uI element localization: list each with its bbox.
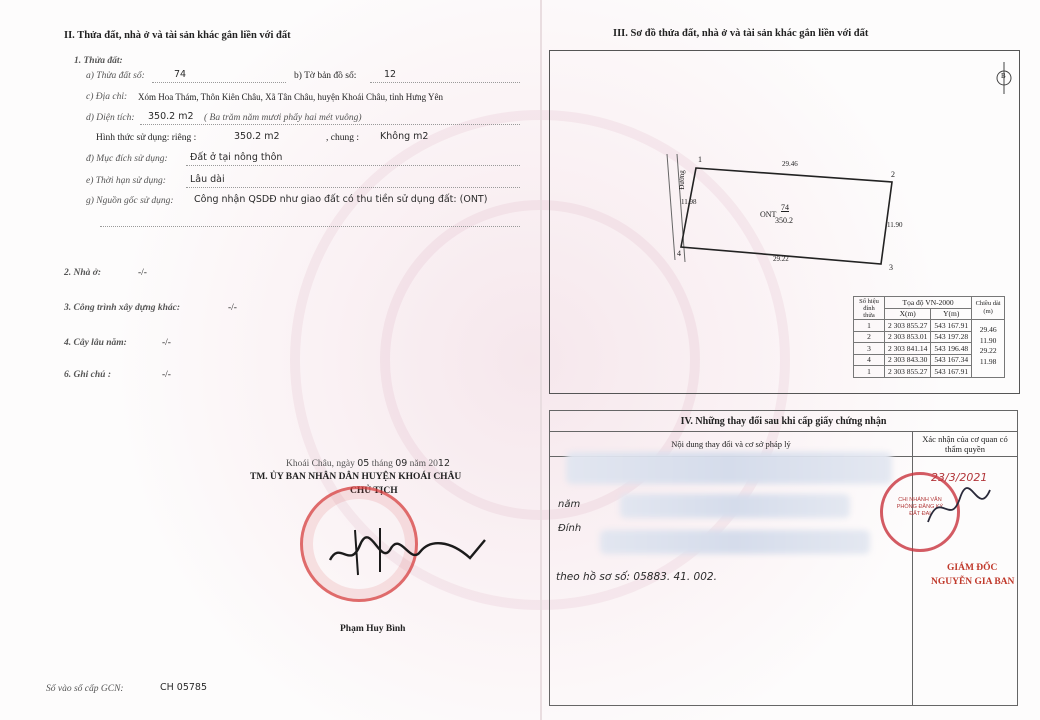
other-works-value: -/- (228, 303, 237, 313)
coord-y: 543 196.48 (931, 343, 972, 355)
coord-header-x: X(m) (885, 308, 931, 320)
address-label: c) Địa chỉ: (86, 92, 128, 102)
date-year-label: năm 20 (409, 459, 438, 469)
redacted-area (600, 530, 870, 554)
coord-header-y: Y(m) (931, 308, 972, 320)
section4-title: IV. Những thay đổi sau khi cấp giấy chứng nhận (550, 411, 1018, 432)
origin-value: Công nhận QSDĐ như giao đất có thu tiền sử dụng đất: (ONT) (194, 194, 488, 205)
chairman-title: CHỦ TỊCH (350, 486, 398, 496)
dotted-line (186, 187, 520, 188)
coord-point: 4 (854, 354, 885, 366)
dotted-line (100, 226, 520, 227)
address-value: Xóm Hoa Thám, Thôn Kiên Châu, Xã Tân Châu, huyện Khoái Châu, tỉnh Hưng Yên (138, 92, 443, 102)
notes-value: -/- (162, 370, 171, 380)
usage-shared-value: Không m2 (380, 131, 429, 142)
coord-point: 3 (854, 343, 885, 355)
chairman-signature (320, 520, 490, 580)
redacted-area (566, 452, 892, 484)
length-value: 29.46 (979, 325, 997, 334)
coord-y: 543 167.91 (931, 366, 972, 378)
origin-label: g) Nguồn gốc sử dụng: (86, 196, 174, 206)
handwritten-line-1: năm (558, 499, 581, 510)
coord-header-vn2000: Tọa độ VN-2000 (885, 297, 972, 309)
changes-col-confirm: Xác nhận của cơ quan có thẩm quyền (913, 432, 1018, 457)
date-year: 12 (437, 458, 450, 469)
perennial-trees-label: 4. Cây lâu năm: (64, 338, 127, 348)
handwritten-line-3: theo hồ sơ số: 05883. 41. 002. (556, 571, 717, 583)
dotted-line (152, 82, 286, 83)
notes-label: 6. Ghi chú : (64, 370, 111, 380)
edge-length-left: 11.98 (681, 198, 697, 206)
house-label: 2. Nhà ở: (64, 268, 102, 278)
issue-date (286, 458, 450, 469)
coord-point: 1 (854, 320, 885, 332)
page-fold (540, 0, 542, 720)
changes-col-content: Nội dung thay đổi và cơ sở pháp lý (550, 432, 913, 457)
issuing-authority: TM. ỦY BAN NHÂN DÂN HUYỆN KHOÁI CHÂU (250, 472, 462, 482)
coord-x: 2 303 843.30 (885, 354, 931, 366)
date-prefix: Khoái Châu, ngày (286, 459, 355, 469)
map-sheet-value: 12 (384, 69, 397, 80)
registry-value: CH 05785 (160, 682, 208, 693)
term-value: Lâu dài (190, 174, 225, 185)
usage-form-label: Hình thức sử dụng: riêng : (96, 133, 197, 143)
area-value: 350.2 m2 (148, 111, 194, 122)
date-day: 05 (357, 458, 370, 469)
point-2: 2 (891, 170, 895, 179)
coord-x: 2 303 841.14 (885, 343, 931, 355)
coord-x: 2 303 855.27 (885, 366, 931, 378)
chairman-name: Phạm Huy Bình (340, 624, 406, 634)
north-mark: B (1001, 72, 1006, 80)
length-value: 11.90 (979, 335, 997, 345)
length-value: 29.22 (979, 346, 997, 355)
map-sheet-label: b) Tờ bản đồ số: (294, 71, 357, 81)
dotted-line (370, 82, 520, 83)
director-name: NGUYỄN GIA BAN (931, 577, 1015, 587)
coord-header-length: Chiều dài (m) (972, 297, 1005, 320)
edge-length-top: 29.46 (782, 160, 798, 168)
term-label: e) Thời hạn sử dụng: (86, 176, 166, 186)
coord-point: 1 (854, 366, 885, 378)
section2-title: II. Thửa đất, nhà ở và tài sản khác gắn liền với đất (64, 30, 291, 41)
lot-number-label: a) Thửa đất số: (86, 71, 145, 81)
edge-length-bottom: 29.22 (773, 255, 789, 263)
coord-x: 2 303 853.01 (885, 331, 931, 343)
director-signature (920, 478, 1000, 538)
usage-private-value: 350.2 m2 (234, 131, 280, 142)
dotted-line (186, 165, 520, 166)
perennial-trees-value: -/- (162, 338, 171, 348)
handwritten-date: 23/3/2021 (931, 471, 988, 484)
registry-label: Số vào sổ cấp GCN: (46, 684, 124, 694)
road-line (667, 154, 675, 260)
redacted-area (620, 494, 850, 518)
area-in-words: ( Ba trăm năm mươi phẩy hai mét vuông) (204, 113, 362, 123)
length-value: 11.98 (979, 356, 997, 366)
parcel-area: 350.2 (775, 216, 793, 225)
thua-dat-heading: 1. Thửa đất: (74, 56, 123, 66)
point-1: 1 (698, 155, 702, 164)
seal-text: CHI NHÁNH VĂN PHÒNG ĐĂNG KÝ ĐẤT ĐAI (896, 497, 944, 517)
coord-x: 2 303 855.27 (885, 320, 931, 332)
other-works-label: 3. Công trình xây dựng khác: (64, 303, 181, 313)
lot-number-value: 74 (174, 69, 187, 80)
point-3: 3 (889, 263, 893, 272)
coordinate-table (853, 296, 1005, 378)
parcel-code: ONT (760, 210, 777, 219)
road-label: Đường (677, 170, 686, 190)
area-label: d) Diện tích: (86, 113, 135, 123)
date-month-label: tháng (371, 459, 393, 469)
edge-length-right: 11.90 (887, 221, 903, 229)
date-month: 09 (395, 458, 408, 469)
table-row (854, 320, 1005, 332)
dotted-line (140, 124, 520, 125)
director-title: GIÁM ĐỐC (947, 563, 998, 573)
coord-y: 543 197.28 (931, 331, 972, 343)
coord-point: 2 (854, 331, 885, 343)
purpose-label: đ) Mục đích sử dụng: (86, 154, 168, 164)
handwritten-line-2: Đính (558, 523, 582, 534)
coord-y: 543 167.91 (931, 320, 972, 332)
parcel-number: 74 (781, 203, 789, 212)
point-4: 4 (677, 249, 681, 258)
purpose-value: Đất ở tại nông thôn (190, 152, 283, 163)
usage-shared-label: , chung : (326, 133, 359, 143)
coord-lengths (972, 320, 1005, 378)
section3-title: III. Sơ đồ thửa đất, nhà ở và tài sản khác gắn liền với đất (613, 28, 869, 39)
coord-y: 543 167.34 (931, 354, 972, 366)
house-value: -/- (138, 268, 147, 278)
coord-header-point: Số hiệu đỉnh thửa (854, 297, 885, 320)
